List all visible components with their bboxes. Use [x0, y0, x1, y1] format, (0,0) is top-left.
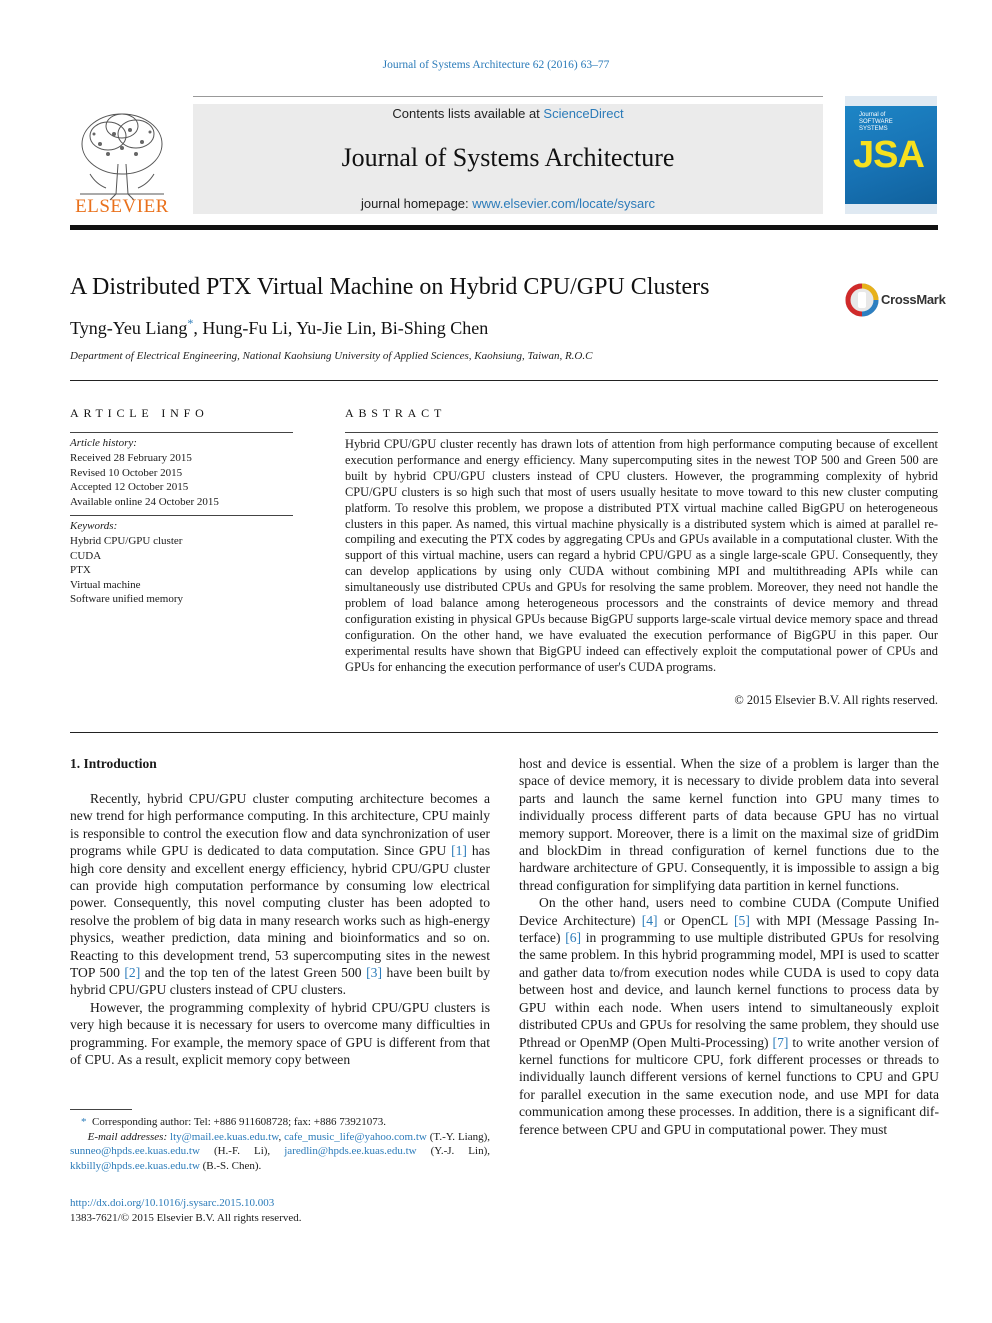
body-text: Recently, hybrid CPU/GPU cluster computing architecture becomes a new trend for high performance computing. In this architecture, CPU mainly is responsible to control the execution flow and data synchronization of user programs while GPU is dedicated to data computation. Since GPU [70, 791, 490, 859]
footnotes [70, 1115, 490, 1173]
body-text: with MPI (Message Passing Interface) [519, 912, 939, 946]
history-label: Article history: [70, 437, 137, 449]
cover-bottom-strip [845, 204, 937, 214]
corresponding-footnote [70, 1115, 490, 1130]
contents-line [193, 106, 823, 121]
publisher-name: ELSEVIER [75, 196, 169, 217]
body-text: to write another version of kernel functions for multicore CPU, fork different processes or threads to individually launch different versions of kernel functions to CPU and GPU for parallel execution in the same execution node, and use MPI for data communication among these processes. In addition, there is a significant difference between CPU and GPU in computational power. They must [519, 1034, 939, 1137]
body-paragraph: However, the programming complexity of hybrid CPU/GPU clusters is very high because it is necessary for users to overcome many difficulties in programming. For example, the memory space of GPU is different from that of CPU. As a result, explicit memory copy between [70, 999, 490, 1068]
email-owner: (H.-F. Li), [199, 1145, 285, 1157]
cover-acronym: JSA [853, 134, 924, 176]
body-text: have been built by hybrid CPU/GPU clusters instead of CPU clusters. [70, 965, 490, 998]
copyright-notice: © 2015 Elsevier B.V. All rights reserved. [734, 693, 938, 707]
homepage-line [193, 196, 823, 211]
cover-small-line: SYSTEMS [859, 126, 888, 132]
corresponding-author-mark[interactable]: * [187, 316, 194, 330]
email-link[interactable]: kkbilly@hpds.ee.kuas.edu.tw [70, 1159, 200, 1172]
corresponding-text: Corresponding author: Tel: +886 911608728; fax: +886 73921073. [92, 1116, 386, 1128]
header-divider [193, 96, 823, 97]
body-text: On the other hand, users need to combine CUDA (Compute Unified Device Architecture) [519, 895, 939, 928]
email-owner: (T.-Y. Liang), [426, 1130, 491, 1143]
abstract-text: Hybrid CPU/GPU cluster recently has drawn lots of attention from high performance computing because of excellent execution performance and energy efficiency. Many supercomputing sites in the newest TOP 500 and Green 500 are built by hybrid CPU/GPU clusters instead of CPU clusters. However, the programming complexity of hybrid CPU/GPU clusters is so high such that most of users usually hesitate to move toward to this new cluster computing platform. To resolve this problem, we propose a distributed PTX virtual machine called BigGPU on heterogeneous clusters in this paper. As named, this virtual machine physically is a distributed system which is aimed at parallel re-compiling and executing the PTX codes by aggregating CPUs and GPUs available in a computational cluster. With the support of this virtual machine, users can regard a hybrid CPU/GPU as a single large-scale GPU. Consequently, they can develop applications by using only CUDA without combining MPI and multithreading APIs while can simultaneously use distributed CPUs and GPUs for resolving the same problem. Moreover, they need not handle the problem of load balance among heterogeneous processors and the constraints of device memory and thread configuration existing in physical GPUs because BigGPU supports large-scale virtual device memory space and thread configuration. On the other hand, we have evaluated the execution performance of BigGPU in this paper. Our experimental results have shown that BigGPU indeed can effectively exploit the computational power of CPUs and GPUs for enhancing the execution performance of user's CUDA programs. [345, 437, 938, 674]
contents-prefix: Contents lists available at [392, 106, 544, 121]
email-owner: (Y.-J. Lin), [416, 1145, 490, 1157]
history-list [70, 451, 219, 509]
citation-link[interactable]: [4] [641, 912, 658, 928]
history-item: Received 28 February 2015 [70, 452, 192, 464]
keyword-item: PTX [70, 564, 91, 576]
homepage-prefix: journal homepage: [360, 196, 473, 211]
article-title: A Distributed PTX Virtual Machine on Hybrid CPU/GPU Clusters [70, 274, 710, 300]
abstract-heading: ABSTRACT [345, 406, 447, 420]
journal-title: Journal of Systems Architecture [341, 143, 675, 172]
crossmark-label[interactable]: CrossMark [881, 292, 946, 307]
body-paragraph [519, 894, 939, 1138]
footnote-rule [70, 1109, 132, 1110]
keyword-item: Hybrid CPU/GPU cluster [70, 535, 183, 547]
doi-link[interactable]: http://dx.doi.org/10.1016/j.sysarc.2015.10.003 [70, 1197, 275, 1209]
cover-small-line: Journal of [859, 112, 886, 118]
journal-cover-image [845, 96, 937, 214]
history-item: Accepted 12 October 2015 [70, 481, 189, 493]
title-divider [70, 380, 938, 381]
email-link[interactable]: sunneo@hpds.ee.kuas.edu.tw [70, 1145, 200, 1157]
article-info-rule [70, 432, 293, 433]
citation-link[interactable]: [5] [734, 912, 750, 928]
body-paragraph [70, 790, 490, 999]
footnote-mark: * [81, 1116, 87, 1128]
keywords-list [70, 534, 183, 607]
history-item: Available online 24 October 2015 [70, 495, 219, 508]
cover-top-strip [845, 96, 937, 106]
abstract-rule [345, 432, 938, 433]
homepage-link[interactable]: www.elsevier.com/locate/sysarc [472, 196, 656, 211]
article-info-heading: ARTICLE INFO [70, 406, 209, 420]
keyword-item: CUDA [70, 549, 102, 562]
section-heading: 1. Introduction [70, 756, 157, 771]
history-item: Revised 10 October 2015 [70, 466, 183, 479]
email-owner: (B.-S. Chen). [199, 1159, 262, 1172]
body-column-left [70, 790, 490, 1069]
email-link[interactable]: cafe_music_life@yahoo.com.tw [284, 1130, 427, 1143]
email-link[interactable]: jaredlin@hpds.ee.kuas.edu.tw [284, 1145, 417, 1157]
citation-link[interactable]: [7] [772, 1034, 789, 1050]
email-label: E-mail addresses: [87, 1130, 171, 1143]
body-paragraph: host and device is essential. When the size of a problem is larger than the space of device memory, it is necessary to divide problem data into several parts and launch the same kernel function into GPU many times to individually process different parts of data because GPU has no virtual memory support. Moreover, there is a limit on the maximal size of gridDim and blockDim in thread configuration of kernel functions due to the hardware architecture of GPU. Consequently, it is impossible to assign a big thread configuration for simplifying data partition in kernel functions. [519, 756, 939, 893]
issn-copyright: 1383-7621/© 2015 Elsevier B.V. All rights reserved. [70, 1212, 302, 1224]
body-text: in programming to use multiple distributed GPUs for resolving the same problem. In this hybrid programming model, MPI is used to scatter and gather data to/from execution nodes while CUDA is used to copy data between host and device, and launch kernel functions to process data by GPU within each node. When users intend to simultaneously exploit distributed CPUs and GPUs for resolving the same problem, they should use Pthread or OpenMP (Open Multi-Processing) [519, 930, 940, 1050]
body-text: has high core density and excellent energy efficiency, hybrid CPU/GPU cluster can provide high computation performance by consuming low electrical power. Consequently, this novel computing cluster has been adopted to resolve the problem of big data in many research works such as high-energy physics, weather prediction, data mining and bioinformatics and so on. Reacting to this development trend, 53 supercomputing sites in the newest TOP 500 [70, 843, 490, 981]
email-footnote [70, 1130, 490, 1174]
keywords-label: Keywords: [70, 520, 118, 532]
email-link[interactable]: lty@mail.ee.kuas.edu.tw [170, 1130, 279, 1143]
sciencedirect-link[interactable]: ScienceDirect [543, 106, 624, 121]
header-thick-rule [70, 225, 938, 230]
author-names-rest: , Hung-Fu Li, Yu-Jie Lin, Bi-Shing Chen [193, 318, 489, 338]
citation-link[interactable]: [1] [451, 843, 467, 859]
email-separator: , [278, 1130, 285, 1143]
abstract-divider [70, 732, 938, 733]
citation-link[interactable]: [3] [366, 965, 382, 981]
crossmark-icon[interactable] [845, 283, 879, 317]
keyword-item: Software unified memory [70, 593, 184, 605]
citation-link[interactable]: [6] [565, 930, 582, 946]
affiliation: Department of Electrical Engineering, National Kaohsiung University of Applied Sciences, Kaohsiung, Taiwan, R.O.C [70, 350, 593, 362]
citation-link[interactable]: [2] [124, 965, 141, 981]
cover-small-text [859, 112, 893, 133]
keyword-item: Virtual machine [70, 578, 141, 591]
body-text: or OpenCL [657, 912, 734, 928]
journal-reference-link[interactable]: Journal of Systems Architecture 62 (2016) 63–77 [382, 59, 610, 71]
body-column-right [519, 755, 939, 1138]
author-list [70, 316, 488, 339]
author-name: Tyng-Yeu Liang [70, 318, 188, 338]
keywords-rule [70, 515, 293, 516]
cover-small-line: SOFTWARE [859, 119, 893, 125]
body-text: and the top ten of the latest Green 500 [140, 965, 367, 981]
